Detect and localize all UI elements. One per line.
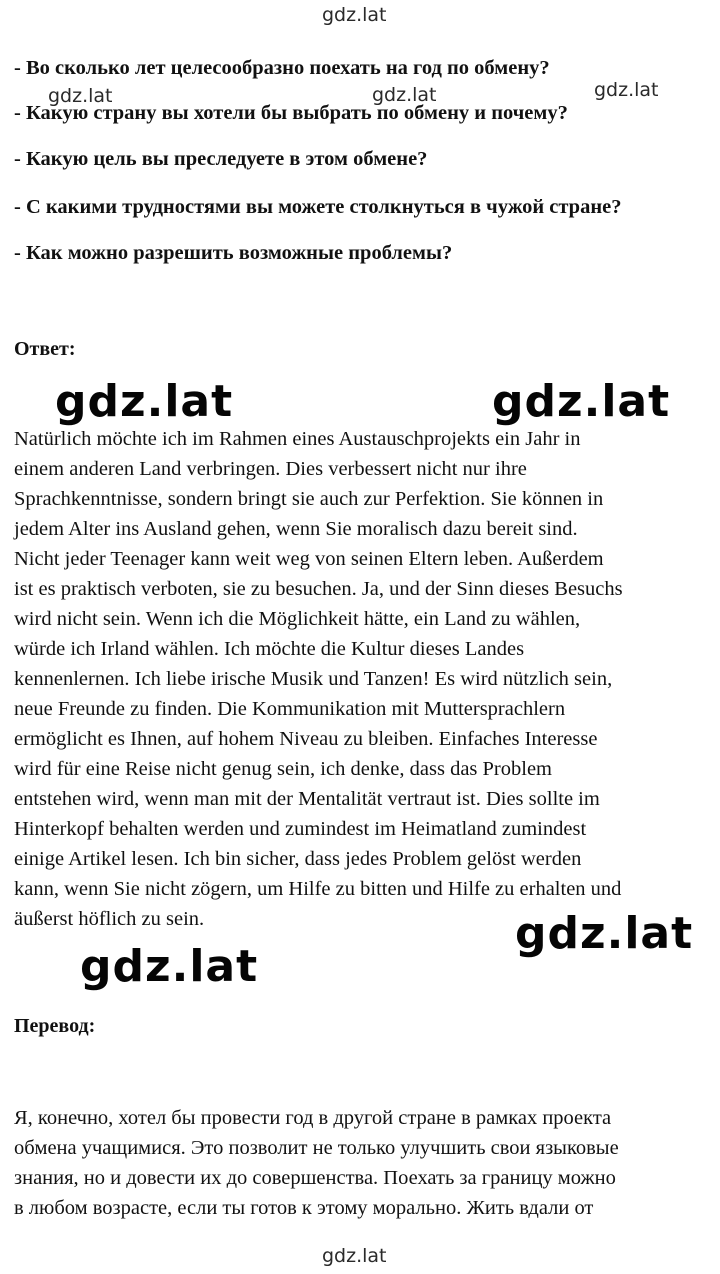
answer-line: Sprachkenntnisse, sondern bringt sie auch zur Perfektion. Sie können in bbox=[14, 488, 604, 510]
watermark-big-2: gdz.lat bbox=[492, 376, 671, 427]
translation-heading: Перевод: bbox=[14, 1015, 96, 1037]
answer-line: entstehen wird, wenn man mit der Mentalität vertraut ist. Dies sollte im bbox=[14, 788, 600, 810]
watermark-small-left: gdz.lat bbox=[48, 85, 113, 107]
answer-line: Nicht jeder Teenager kann weit weg von seinen Eltern leben. Außerdem bbox=[14, 548, 604, 570]
question-1: - Во сколько лет целесообразно поехать на год по обмену? bbox=[14, 57, 550, 79]
question-4: - С какими трудностями вы можете столкнуться в чужой стране? bbox=[14, 196, 622, 218]
answer-line: Hinterkopf behalten werden und zumindest im Heimatland zumindest bbox=[14, 818, 587, 840]
answer-line: einige Artikel lesen. Ich bin sicher, dass jedes Problem gelöst werden bbox=[14, 848, 582, 870]
answer-line: jedem Alter ins Ausland gehen, wenn Sie moralisch dazu bereit sind. bbox=[14, 518, 578, 540]
translation-line: в любом возрасте, если ты готов к этому морально. Жить вдали от bbox=[14, 1197, 594, 1219]
answer-line: wird für eine Reise nicht genug sein, ich denke, dass das Problem bbox=[14, 758, 552, 780]
answer-line: einem anderen Land verbringen. Dies verbessert nicht nur ihre bbox=[14, 458, 527, 480]
answer-line: ist es praktisch verboten, sie zu besuchen. Ja, und der Sinn dieses Besuchs bbox=[14, 578, 623, 600]
answer-line: Natürlich möchte ich im Rahmen eines Austauschprojekts ein Jahr in bbox=[14, 428, 581, 450]
answer-line: wird nicht sein. Wenn ich die Möglichkeit hätte, ein Land zu wählen, bbox=[14, 608, 581, 630]
question-5: - Как можно разрешить возможные проблемы? bbox=[14, 242, 453, 264]
answer-heading: Ответ: bbox=[14, 338, 76, 360]
translation-line: Я, конечно, хотел бы провести год в другой стране в рамках проекта bbox=[14, 1107, 612, 1129]
watermark-big-3: gdz.lat bbox=[515, 908, 694, 959]
translation-line: знания, но и довести их до совершенства. Поехать за границу можно bbox=[14, 1167, 616, 1189]
question-2: - Какую страну вы хотели бы выбрать по обмену и почему? bbox=[14, 102, 568, 124]
answer-line: ermöglicht es Ihnen, auf hohem Niveau zu bleiben. Einfaches Interesse bbox=[14, 728, 598, 750]
watermark-top: gdz.lat bbox=[322, 4, 387, 26]
answer-line: würde ich Irland wählen. Ich möchte die Kultur dieses Landes bbox=[14, 638, 525, 660]
answer-line: kann, wenn Sie nicht zögern, um Hilfe zu bitten und Hilfe zu erhalten und bbox=[14, 878, 622, 900]
watermark-small-right: gdz.lat bbox=[594, 79, 659, 101]
watermark-big-4: gdz.lat bbox=[80, 941, 259, 992]
question-3: - Какую цель вы преследуете в этом обмене? bbox=[14, 148, 428, 170]
answer-paragraph bbox=[14, 424, 714, 934]
answer-line: äußerst höflich zu sein. bbox=[14, 908, 205, 930]
answer-line: kennenlernen. Ich liebe irische Musik und Tanzen! Es wird nützlich sein, bbox=[14, 668, 613, 690]
translation-line: обмена учащимися. Это позволит не только улучшить свои языковые bbox=[14, 1137, 619, 1159]
translation-paragraph bbox=[14, 1103, 714, 1223]
watermark-big-1: gdz.lat bbox=[55, 376, 234, 427]
watermark-small-center: gdz.lat bbox=[372, 84, 437, 106]
answer-line: neue Freunde zu finden. Die Kommunikation mit Muttersprachlern bbox=[14, 698, 566, 720]
watermark-bottom: gdz.lat bbox=[322, 1245, 387, 1267]
